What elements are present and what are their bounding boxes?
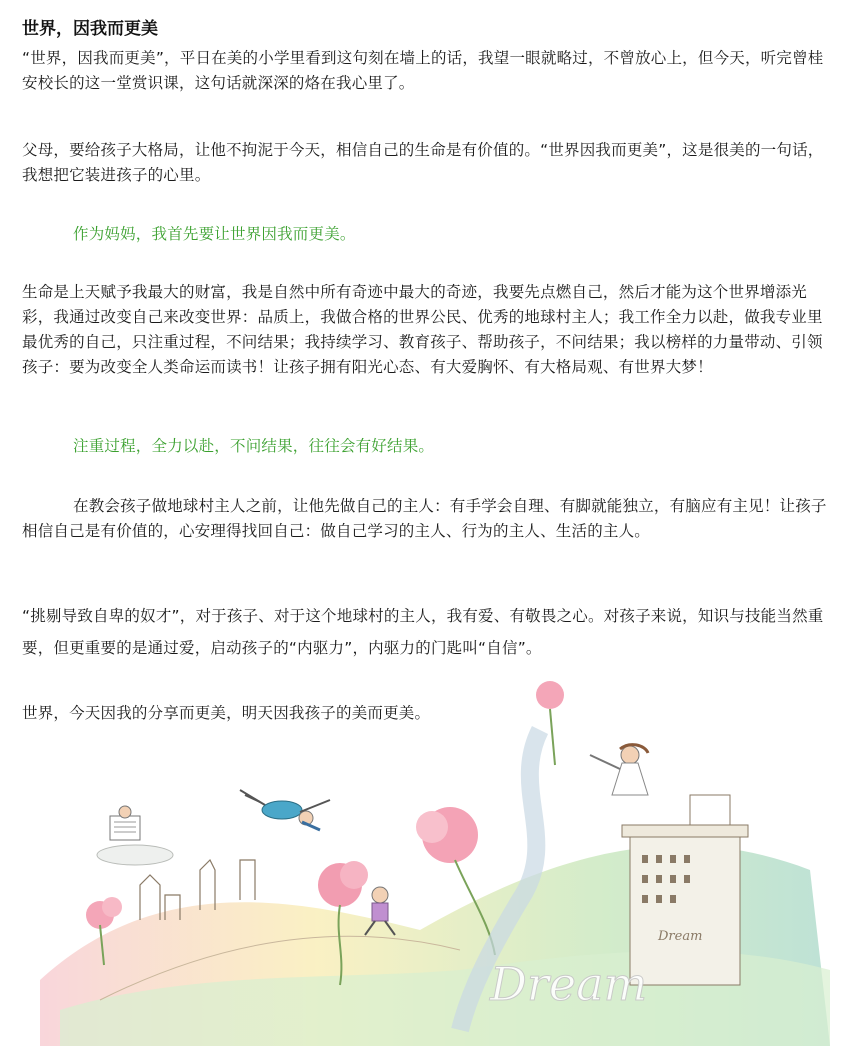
- paragraph-3: 生命是上天赋予我最大的财富，我是自然中所有奇迹中最大的奇迹，我要先点燃自己，然后才能为这个世界增添光彩，我通过改变自己来改变世界：品质上，我做合格的世界公民、优秀的地球村主人；我工作全力以赴，做我专业里最优秀的自己，只注重过程，不问结果；我持续学习、教育孩子、帮助孩子，不问结果；我以榜样的力量带动、引领孩子：要为改变全人类命运而读书！让孩子拥有阳光心态、有大爱胸怀、有大格局观、有世界大梦！: [22, 283, 823, 376]
- paragraph-5: “挑剔导致自卑的奴才”，对于孩子、对于这个地球村的主人，我有爱、有敬畏之心。对孩子来说，知识与技能当然重要，但更重要的是通过爱，启动孩子的“内驱力”，内驱力的门匙叫“自信”。: [22, 607, 824, 657]
- highlight-1: 作为妈妈，我首先要让世界因我而更美。: [73, 225, 356, 243]
- flying-boy: [240, 790, 330, 830]
- castle-sign: Dream: [658, 929, 703, 944]
- paragraph-6: 世界，今天因我的分享而更美，明天因我孩子的美而更美。: [22, 704, 431, 722]
- highlight-2: 注重过程，全力以赴，不问结果，往往会有好结果。: [73, 437, 435, 455]
- paragraph-4: 在教会孩子做地球村主人之前，让他先做自己的主人：有手学会自理、有脚就能独立，有脑应有主见！让孩子相信自己是有价值的，心安理得找回自己：做自己学习的主人、行为的主人、生活的主人。: [22, 497, 827, 540]
- cloud: [97, 845, 173, 865]
- paragraph-1: “世界，因我而更美”，平日在美的小学里看到这句刻在墙上的话，我望一眼就略过，不曾放心上，但今天，听完曾桂安校长的这一堂赏识课，这句话就深深的烙在我心里了。: [22, 49, 824, 92]
- dream-lettering: Dream: [490, 957, 648, 1011]
- reader-boy: [110, 806, 140, 840]
- girl-figure: [590, 745, 648, 795]
- article-title: 世界，因我而更美: [22, 19, 158, 39]
- paragraph-2: 父母，要给孩子大格局，让他不拘泥于今天，相信自己的生命是有价值的。“世界因我而更美”，这是很美的一句话，我想把它装进孩子的心里。: [22, 141, 824, 184]
- dream-illustration: [40, 670, 840, 1046]
